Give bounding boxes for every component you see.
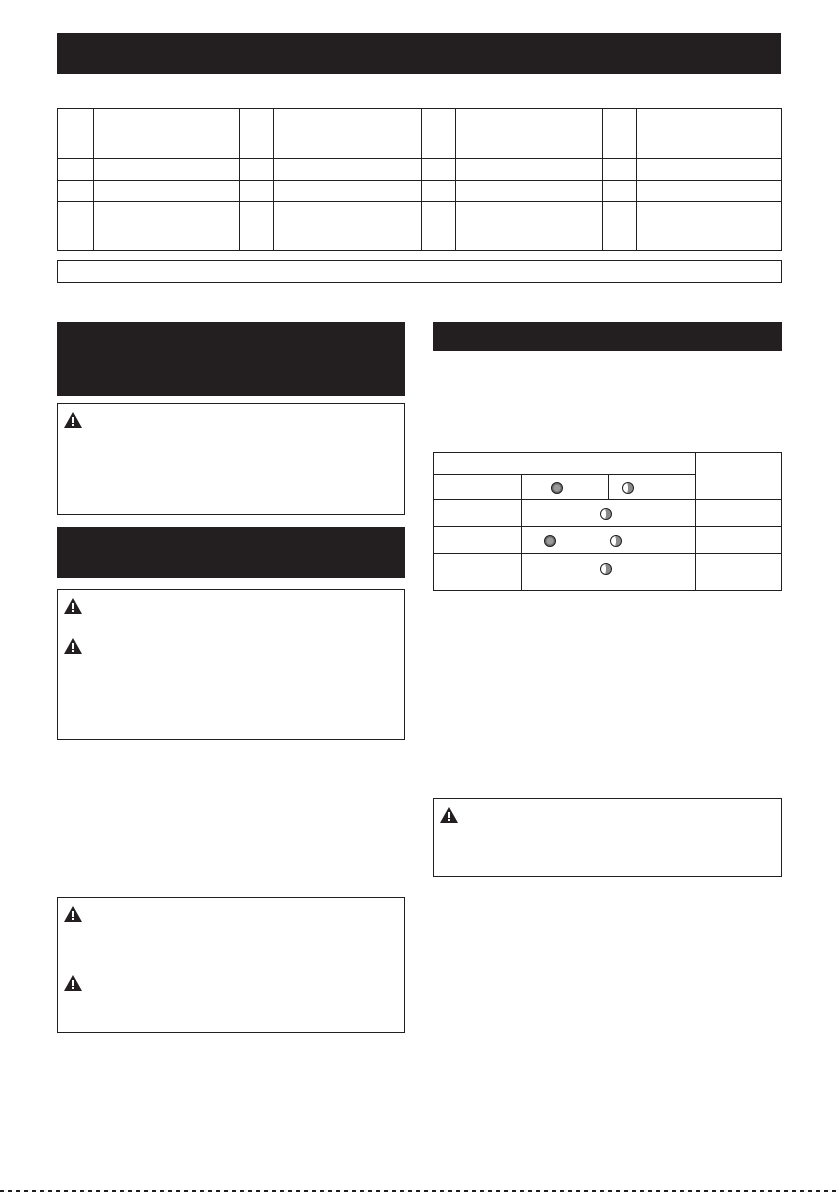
indicator-table bbox=[433, 452, 782, 591]
indicator-lamp-on-icon bbox=[551, 482, 563, 494]
warning-triangle-icon bbox=[440, 807, 458, 823]
warning-triangle-icon bbox=[64, 638, 82, 654]
indicator-lamp-on-icon bbox=[544, 535, 556, 547]
indicator-lamp-blinking-icon bbox=[622, 482, 634, 494]
warning-box-2 bbox=[57, 589, 405, 740]
section1-title-bar bbox=[57, 322, 405, 396]
warning-triangle-icon bbox=[64, 975, 82, 991]
indicator-lamp-blinking-icon bbox=[600, 563, 612, 575]
section2-title-bar bbox=[57, 527, 405, 578]
warning-box-3 bbox=[57, 897, 405, 1033]
page-title-bar bbox=[57, 33, 781, 74]
warning-triangle-icon bbox=[64, 598, 82, 614]
right-section-title-bar bbox=[433, 322, 782, 351]
indicator-lamp-blinking-icon bbox=[610, 535, 622, 547]
table-footnote-box bbox=[57, 260, 782, 283]
indicator-lamp-blinking-icon bbox=[600, 508, 612, 520]
warning-box-right bbox=[433, 798, 782, 877]
warning-box-1 bbox=[57, 403, 405, 515]
warning-triangle-icon bbox=[64, 412, 82, 428]
parts-table bbox=[57, 108, 782, 251]
warning-triangle-icon bbox=[64, 906, 82, 922]
